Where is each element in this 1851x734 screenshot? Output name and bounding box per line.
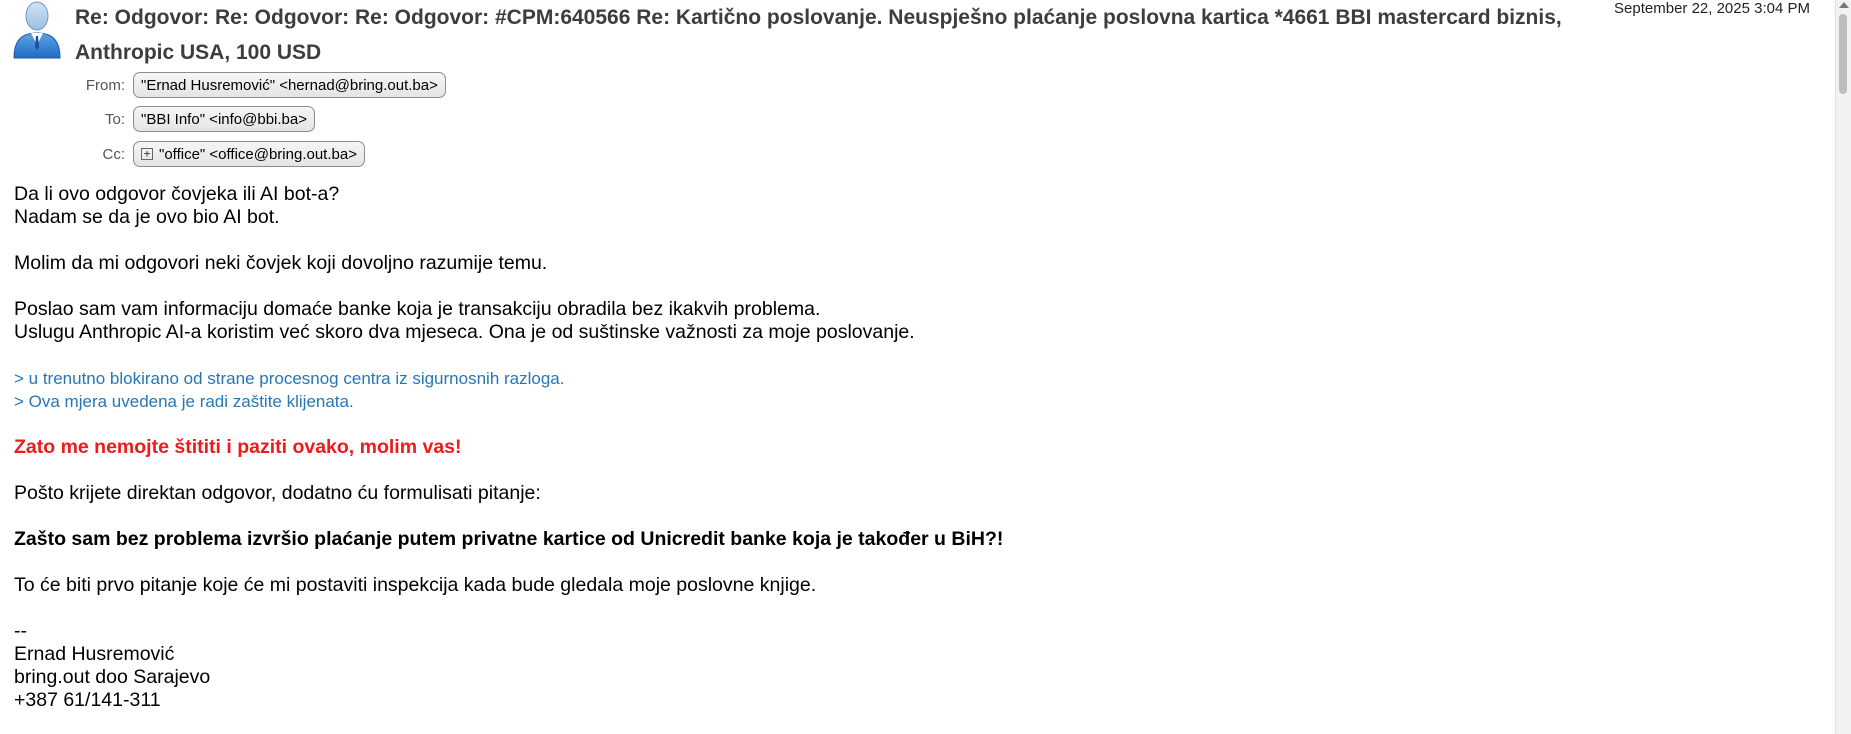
- body-line: To će biti prvo pitanje koje će mi postaviti inspekcija kada bude gledala moje poslovne knjige.: [14, 574, 817, 596]
- email-date: September 22, 2025 3:04 PM: [1614, 0, 1810, 17]
- scroll-up-arrow-icon[interactable]: [1839, 2, 1849, 8]
- cc-address: "office" <office@bring.out.ba>: [159, 145, 357, 163]
- signature-phone: +387 61/141-311: [14, 689, 161, 711]
- from-row: [0, 72, 446, 98]
- body-line: Uslugu Anthropic AI-a koristim već skoro dva mjeseca. Ona je od suštinske važnosti za moje poslovanje.: [14, 321, 915, 343]
- cc-row: [0, 141, 365, 167]
- signature-separator: --: [14, 620, 27, 642]
- message-body: [14, 183, 1814, 712]
- body-line: Molim da mi odgovori neki čovjek koji dovoljno razumije temu.: [14, 252, 548, 274]
- body-line: Poslao sam vam informaciju domaće banke koja je transakciju obradila bez ikakvih problema.: [14, 298, 821, 320]
- body-line: Da li ovo odgovor čovjeka ili AI bot-a?: [14, 183, 340, 205]
- to-label: To:: [104, 110, 125, 128]
- signature-name: Ernad Husremović: [14, 643, 175, 665]
- scrollbar-thumb[interactable]: [1839, 14, 1847, 94]
- body-line: Nadam se da je ovo bio AI bot.: [14, 206, 280, 228]
- from-address: "Ernad Husremović" <hernad@bring.out.ba>: [141, 76, 438, 94]
- plus-box-icon[interactable]: +: [141, 148, 153, 160]
- quoted-line: > u trenutno blokirano od strane procesnog centra iz sigurnosnih razloga.: [14, 369, 565, 388]
- to-address-pill[interactable]: [133, 106, 315, 132]
- quoted-line: > Ova mjera uvedena je radi zaštite klijenata.: [14, 392, 354, 411]
- cc-label: Cc:: [102, 145, 125, 163]
- bold-question-line: Zašto sam bez problema izvršio plaćanje putem privatne kartice od Unicredit banke koja je također u BiH?!: [14, 528, 1004, 550]
- to-address: "BBI Info" <info@bbi.ba>: [141, 110, 307, 128]
- vertical-scrollbar[interactable]: [1835, 0, 1851, 734]
- email-subject: Re: Odgovor: Re: Odgovor: Re: Odgovor: #CPM:640566 Re: Kartično poslovanje. Neuspješno plaćanje poslovna kartica *4661 BBI mastercard biznis, Anthropic USA, 100 USD: [75, 6, 1562, 64]
- body-line: Pošto krijete direktan odgovor, dodatno ću formulisati pitanje:: [14, 482, 541, 504]
- emphasis-red-line: Zato me nemojte štititi i paziti ovako, molim vas!: [14, 436, 462, 458]
- signature-company: bring.out doo Sarajevo: [14, 666, 211, 688]
- from-address-pill[interactable]: [133, 72, 446, 98]
- to-row: [0, 106, 315, 132]
- cc-address-pill[interactable]: [133, 141, 365, 167]
- person-avatar-icon: [10, 0, 64, 60]
- message-header: [0, 0, 1840, 170]
- from-label: From:: [85, 76, 125, 94]
